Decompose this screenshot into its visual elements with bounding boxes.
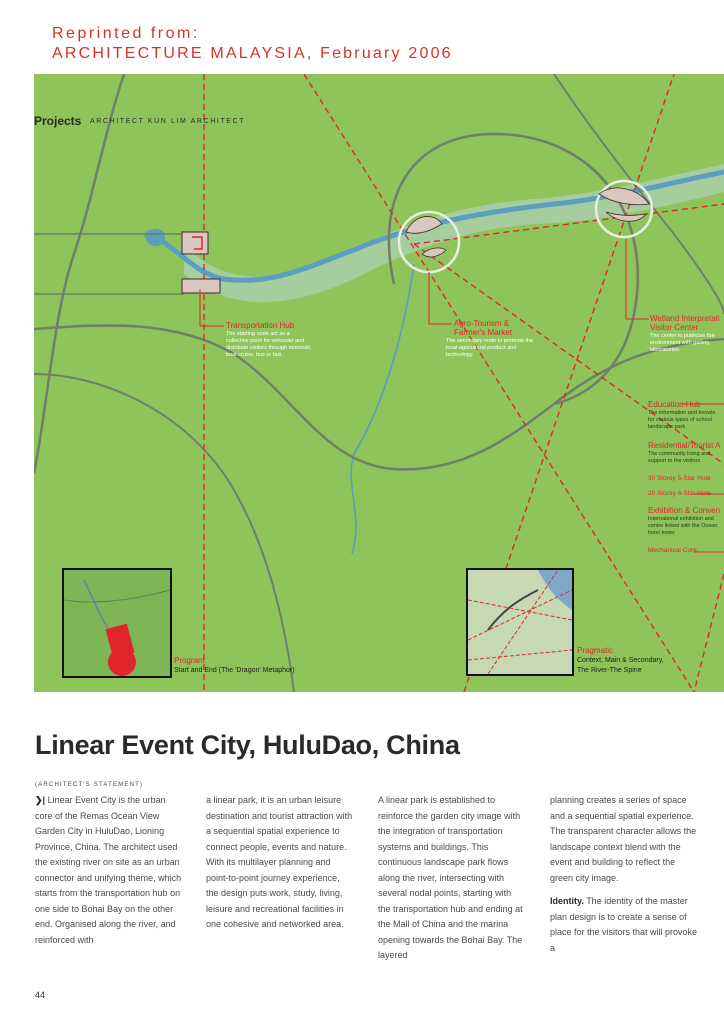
agro-text-2: local agricultural product and [446,345,517,351]
article-column-4-text-b: The identity of the master plan design is to create a sense of place for the visitors that will provoke a [550,896,698,953]
article-column-1 [35,793,183,948]
transport-hub-title: Transportation Hub [226,321,295,330]
exhibition-text-2: centre linked with the Ocean [648,523,718,529]
masterplan-map [34,74,724,692]
article-column-3: A linear park is established to reinforce the garden city image with the integration of transportation systems and buildings. This continuous landscape park flows along the river, intersecting with several nodal points, starting with the transportation hub and ending at the Mall of China and the marina opening towards the Bohai Bay. The layered [378,795,523,960]
residential-title: Residential/Tourist A [648,441,721,450]
river-tributary [351,264,414,554]
agro-text-3: technology. [446,352,474,358]
agro-title-2: Farmer's Market [454,328,512,337]
residential-text-2: support to the visitors [648,458,701,464]
section-label: Projects [34,114,82,128]
article-column-4-text-a: planning creates a series of space and a sequential spatial experience. The transparent character allows the landscape context blend with the event and building to reflect the green city image. [550,795,697,883]
identity-heading: Identity. [550,896,584,906]
mechanical-core-label: Mechanical Core [648,547,697,554]
transport-hub-text-3: distribute visitors through monorail, [226,345,312,351]
exhibition-title: Exhibition & Conven [648,506,721,515]
river-band [184,164,724,302]
education-text-2: for various types of school [648,417,712,423]
article-column-4 [550,793,698,956]
residential-text-1: The community living and [648,451,711,457]
program-caption-text: Start and End (The 'Dragon' Metaphor) [174,667,295,674]
program-caption-title: Program [174,656,205,665]
program-inset-drawing [64,570,170,676]
education-text-3: landscape park [648,424,686,430]
identity-paragraph [550,894,698,956]
education-title: Education Hub [648,400,701,409]
article-column-1-text: Linear Event City is the urban core of the Remas Ocean View Garden City in HuluDao, Lioning Province, China. The architect used the existing river on site as an urban connector and unifying theme, which starts from the transportation hub on one side to Bohai Bay on the other end. Organised along the river, and reinforced with [35,795,182,945]
pragmatic-inset-drawing [468,570,572,674]
pragmatic-inset [466,568,574,676]
reprint-line-2: ARCHITECTURE MALAYSIA, February 2006 [52,45,453,62]
hotel-30-label: 30 Storey 5-Star Hote [648,475,711,482]
transport-hub-text-2: collective point for vehicular and [226,338,305,344]
reprint-line-1: Reprinted from: [52,25,200,42]
transport-hub-text-4: boat cruise, bus or taxi. [226,352,283,358]
article-column-2: a linear park, it is an urban leisure destination and tourist attraction with a sequential spatial experience to connect people, events and nature. With its multilayer planning and point-to-point journey experience, the design puts work, study, living, leisure and recreational facilities in one cohesive and networked area. [206,795,353,929]
exhibition-text-3: hotel tower [648,530,675,536]
page-number: 44 [35,990,46,1000]
wetland-text-3: laboratories. [650,347,681,353]
pragmatic-caption-text-1: Context, Main & Secondary, [577,657,664,664]
firm-label: ARCHITECT KUN LIM ARCHITECT [90,118,246,125]
agro-title-1: Agro-Tourism & [454,319,510,328]
program-inset [62,568,172,678]
river-pond [144,229,165,246]
axis-lines [204,74,724,692]
exhibition-text-1: International exhibition and [648,516,714,522]
pragmatic-caption-title: Pragmatic [577,646,614,655]
article-title: Linear Event City, HuluDao, China [35,730,460,760]
statement-label: (ARCHITECT'S STATEMENT) [35,782,144,788]
paragraph-marker: ❯| [35,795,48,805]
education-text-1: The information and knowle [648,410,716,416]
hotel-20-label: 20 Storey 4-Star Hote [648,490,711,497]
wetland-title-1: Wetland Interpretati [650,314,720,323]
road-left [34,74,124,474]
wetland-text-2: environment with gallery, [650,340,711,346]
road-main [34,325,724,469]
pragmatic-caption-text-2: The River-The Spine [577,667,642,674]
transport-hub-text-1: The starting node act as a [226,331,290,337]
wetland-title-2: Visitor Center [650,323,699,332]
wetland-text-1: The center to publicise the [650,333,715,339]
agro-text-1: The secondary node to promote the [446,338,534,344]
